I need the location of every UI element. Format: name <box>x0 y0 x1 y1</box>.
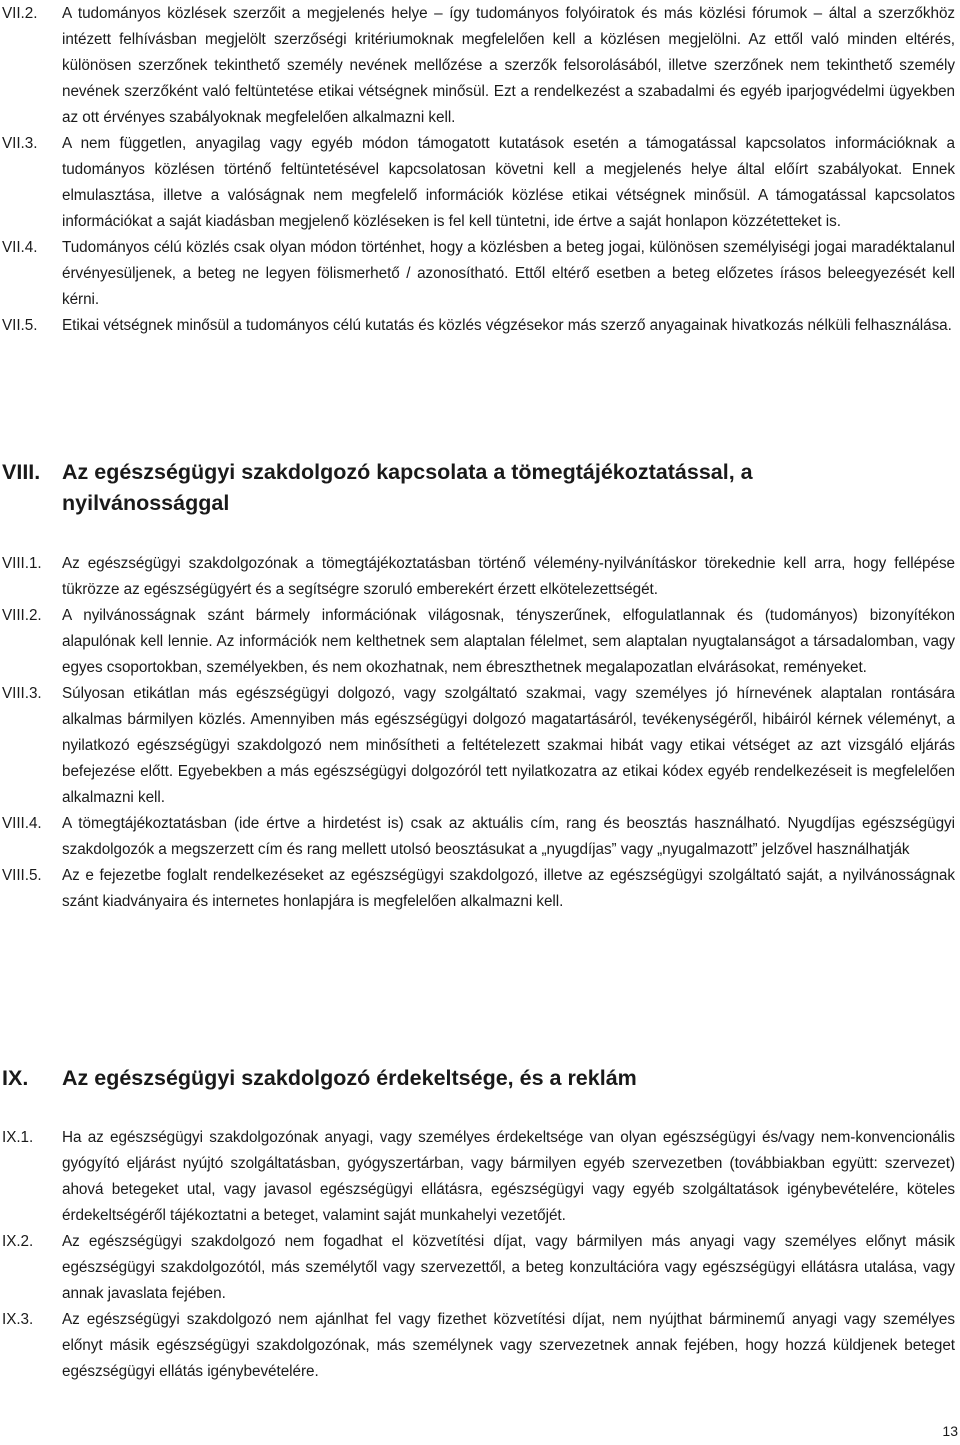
paragraph-vii-3 <box>0 131 958 235</box>
section-title: Az egészségügyi szakdolgozó érdekeltsége, és a reklám <box>62 1066 637 1090</box>
paragraph-text: Az e fejezetbe foglalt rendelkezéseket az egészségügyi szakdolgozó, illetve az egészségügyi szolgáltató saját, a nyilvánosságnak szánt kiadványaira és internetes honlapjára is megfelelően alkalmazni kell. <box>62 867 955 910</box>
section-viii <box>0 551 958 915</box>
paragraph-text: Tudományos célú közlés csak olyan módon történhet, hogy a közlésben a beteg jogai, különösen személyiségi jogai maradéktalanul érvényesüljenek, a beteg ne legyen fölismerhető / azonosítható. Ettől eltérő esetben a beteg előzetes írásos beleegyezését kell kérni. <box>62 239 955 308</box>
paragraph-number: VIII.5. <box>2 867 42 884</box>
paragraph-text: A nyilvánosságnak szánt bármely információnak világosnak, tényszerűnek, elfogulatlannak és (tudományos) bizonyítékon alapulónak kell lennie. Az információk nem kelthetnek sem alaptalan félelmet, sem alaptalan nyugtalanságot a társadalomban, vagy egyes csoportokban, személyekben, és nem okozhatnak, nem ébreszthetnek megalapozatlan elvárásokat, reményeket. <box>62 607 955 676</box>
paragraph-text: Az egészségügyi szakdolgozó nem ajánlhat fel vagy fizethet közvetítési díjat, nem nyújthat bárminemű anyagi vagy személyes előnyt másik egészségügyi szakdolgozónak, más személynek vagy szervezetnek annak fejében, hogy hozzá küldjenek beteget egészségügyi ellátás igénybevételére. <box>62 1311 955 1380</box>
paragraph-viii-3 <box>0 681 958 811</box>
section-heading-viii <box>0 457 958 519</box>
paragraph-vii-2 <box>0 1 958 131</box>
paragraph-number: IX.2. <box>2 1233 34 1250</box>
page-number: 13 <box>942 1423 958 1439</box>
paragraph-text: A tudományos közlések szerzőit a megjelenés helye – így tudományos folyóiratok és más közlési fórumok – által a szerzőkhöz intézett felhívásban megjelölt szerzőségi kritériumoknak megfelelően kell a közlésen megjelölni. Az ettől való minden eltérés, különösen szerzőnek tekinthető személy nevének mellőzése a szerzők felsorolásából, illetve szerzőnek nem tekinthető személy nevének szerzőként való feltüntetése etikai vétségnek minősül. Ezt a rendelkezést a szabadalmi és egyéb iparjogvédelmi ügyekben az ott érvényes szabályoknak megfelelően alkalmazni kell. <box>62 5 955 126</box>
paragraph-text: A nem független, anyagilag vagy egyéb módon támogatott kutatások esetén a támogatással kapcsolatos információknak a tudományos közlésen történő feltüntetésével kapcsolatosan követni kell a megjelenés helye által előírt szabályokat. Ennek elmulasztása, illetve a valóságnak nem megfelelő információk közlése etikai vétségnek minősül. A támogatással kapcsolatos információkat a saját kiadásban megjelenő közléseken is fel kell tüntetni, ide értve a saját honlapon közzétetteket is. <box>62 135 955 230</box>
paragraph-viii-2 <box>0 603 958 681</box>
paragraph-text: Etikai vétségnek minősül a tudományos célú kutatás és közlés végzésekor más szerző anyagainak hivatkozás nélküli felhasználása. <box>62 317 952 334</box>
section-ix <box>0 1125 958 1385</box>
paragraph-ix-2 <box>0 1229 958 1307</box>
paragraph-text: Az egészségügyi szakdolgozónak a tömegtájékoztatásban történő vélemény-nyilvánításkor törekednie kell arra, hogy fellépése tükrözze az egészségügyért és a segítségre szoruló emberekért érzett elkötelezettségét. <box>62 555 955 598</box>
paragraph-number: VIII.4. <box>2 815 42 832</box>
section-title: Az egészségügyi szakdolgozó kapcsolata a tömegtájékoztatással, a nyilvánossággal <box>62 460 753 515</box>
paragraph-number: IX.3. <box>2 1311 34 1328</box>
paragraph-number: VII.4. <box>2 239 38 256</box>
paragraph-text: Az egészségügyi szakdolgozó nem fogadhat el közvetítési díjat, vagy bármilyen más anyagi vagy személyes előnyt másik egészségügyi szakdolgozótól, más személytől vagy szervezettől, a beteg konzultációra vagy egészségügyi ellátásra utalása, vagy annak javaslata fejében. <box>62 1233 955 1302</box>
paragraph-text: A tömegtájékoztatásban (ide értve a hirdetést is) csak az aktuális cím, rang és beosztás használható. Nyugdíjas egészségügyi szakdolgozók a megszerzett cím és rang mellett utolsó beosztásukat a „nyugdíjas” vagy „nyugalmazott” jelzővel használhatják <box>62 815 955 858</box>
section-number: VIII. <box>2 460 41 484</box>
paragraph-number: VII.5. <box>2 317 38 334</box>
paragraph-number: VII.2. <box>2 5 38 22</box>
section-heading-ix <box>0 1063 958 1094</box>
paragraph-number: VIII.1. <box>2 555 42 572</box>
paragraph-viii-1 <box>0 551 958 603</box>
paragraph-vii-4 <box>0 235 958 313</box>
paragraph-text: Ha az egészségügyi szakdolgozónak anyagi, vagy személyes érdekeltsége van olyan egészségügyi és/vagy nem-konvencionális gyógyító eljárást nyújtó szolgáltatásban, gyógyszertárban, vagy bármilyen egyéb szervezetben (továbbiakban együtt: szervezet) ahová betegeket utal, vagy javasol egészségügyi ellátásra, egészségügyi vagy egyéb szolgáltatások igénybevételére, köteles érdekeltségéről tájékoztatni a beteget, valamint saját munkahelyi vezetőjét. <box>62 1129 955 1224</box>
paragraph-number: VII.3. <box>2 135 38 152</box>
paragraph-number: VIII.3. <box>2 685 42 702</box>
section-number: IX. <box>2 1066 29 1090</box>
paragraph-ix-3 <box>0 1307 958 1385</box>
paragraph-number: IX.1. <box>2 1129 34 1146</box>
paragraph-text: Súlyosan etikátlan más egészségügyi dolgozó, vagy szolgáltató szakmai, vagy személyes jó hírnevének alaptalan rontására alkalmas bármilyen közlés. Amennyiben más egészségügyi dolgozó magatartásáról, tevékenységéről, hibáiról kérnek véleményt, a nyilatkozó egészségügyi szakdolgozó nem minősítheti a feltételezett szakmai hibát vagy etikai vétséget az azt vizsgáló eljárás befejezése előtt. Egyebekben a más egészségügyi dolgozóról tett nyilatkozatra az etikai kódex egyéb rendelkezéseit is megfelelően alkalmazni kell. <box>62 685 955 806</box>
paragraph-vii-5 <box>0 313 958 339</box>
paragraph-ix-1 <box>0 1125 958 1229</box>
paragraph-viii-5 <box>0 863 958 915</box>
paragraph-viii-4 <box>0 811 958 863</box>
section-vii <box>0 1 958 339</box>
paragraph-number: VIII.2. <box>2 607 42 624</box>
